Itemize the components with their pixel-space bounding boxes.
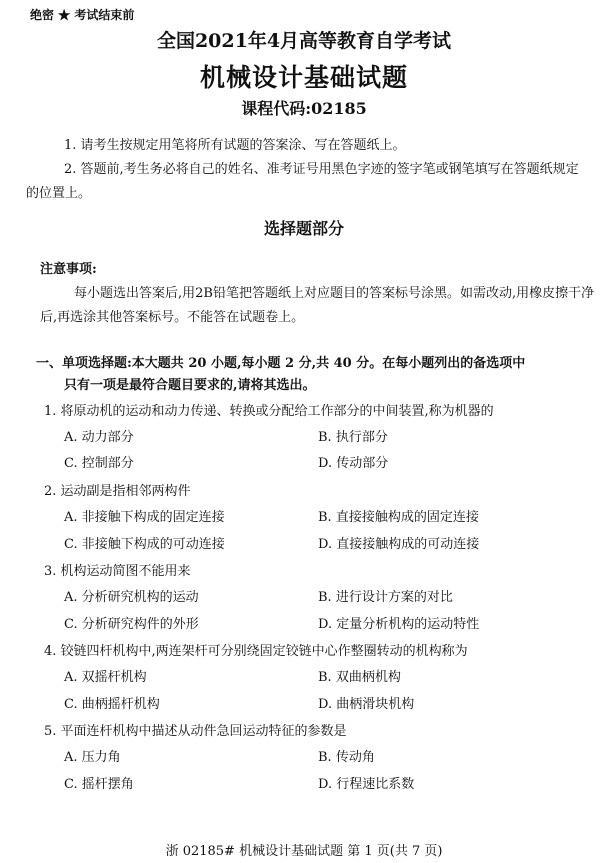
instruction-2: 2. 答题前,考生务必将自己的姓名、准考证号用黑色字迹的签字笔或钢笔填写在答题纸规定的位置上。: [26, 162, 579, 201]
page-footer: 浙 02185# 机械设计基础试题 第 1 页(共 7 页): [165, 844, 443, 859]
question-2-stem: 2. 运动副是指相邻两构件: [44, 484, 191, 499]
instruction-1: 1. 请考生按规定用笔将所有试题的答案涂、写在答题纸上。: [64, 138, 406, 153]
part1-heading-line2: 只有一项是最符合题目要求的,请将其选出。: [64, 378, 316, 393]
question-1-option-b: B. 执行部分: [318, 430, 388, 445]
question-3-stem: 3. 机构运动简图不能用来: [44, 564, 191, 579]
question-2-option-d: D. 直接接触构成的可动连接: [318, 537, 480, 552]
question-5-stem: 5. 平面连杆机构中描述从动件急回运动特征的参数是: [44, 724, 347, 739]
question-1-option-c: C. 控制部分: [64, 456, 134, 471]
question-4-option-b: B. 双曲柄机构: [318, 670, 401, 685]
question-1-option-a: A. 动力部分: [64, 430, 134, 445]
exam-title: 全国2021年4月高等教育自学考试: [156, 30, 452, 52]
part1-heading-line1: 一、单项选择题:本大题共 20 小题,每小题 2 分,共 40 分。在每小题列出的备选项中: [36, 356, 526, 371]
question-5-option-d: D. 行程速比系数: [318, 777, 415, 792]
question-3-option-a: A. 分析研究机构的运动: [64, 590, 199, 605]
question-3-option-c: C. 分析研究构件的外形: [64, 617, 199, 632]
question-4-stem: 4. 铰链四杆机构中,两连架杆可分别绕固定铰链中心作整圈转动的机构称为: [44, 644, 468, 659]
secret-label: 绝密 ★ 考试结束前: [30, 8, 135, 22]
question-2-option-c: C. 非接触下构成的可动连接: [64, 537, 225, 552]
question-5-option-a: A. 压力角: [64, 750, 121, 765]
section-title: 选择题部分: [263, 219, 344, 238]
question-2-option-b: B. 直接接触构成的固定连接: [318, 510, 479, 525]
question-4-option-d: D. 曲柄滑块机构: [318, 697, 415, 712]
question-1-option-d: D. 传动部分: [318, 456, 389, 471]
question-5-option-b: B. 传动角: [318, 750, 375, 765]
question-4-option-a: A. 双摇杆机构: [64, 670, 147, 685]
question-2-option-a: A. 非接触下构成的固定连接: [64, 510, 225, 525]
question-3-option-d: D. 定量分析机构的运动特性: [318, 617, 480, 632]
notice-heading: 注意事项:: [40, 262, 97, 277]
question-5-option-c: C. 摇杆摆角: [64, 777, 134, 792]
question-4-option-c: C. 曲柄摇杆机构: [64, 697, 160, 712]
question-3-option-b: B. 进行设计方案的对比: [318, 590, 453, 605]
course-code: 课程代码:02185: [241, 99, 367, 118]
subject-title: 机械设计基础试题: [199, 63, 408, 92]
notice-text: 每小题选出答案后,用2B铅笔把答题纸上对应题目的答案标号涂黑。如需改动,用橡皮擦干净后,再选涂其他答案标号。不能答在试题卷上。: [40, 286, 595, 325]
question-1-stem: 1. 将原动机的运动和动力传递、转换或分配给工作部分的中间装置,称为机器的: [44, 404, 494, 419]
